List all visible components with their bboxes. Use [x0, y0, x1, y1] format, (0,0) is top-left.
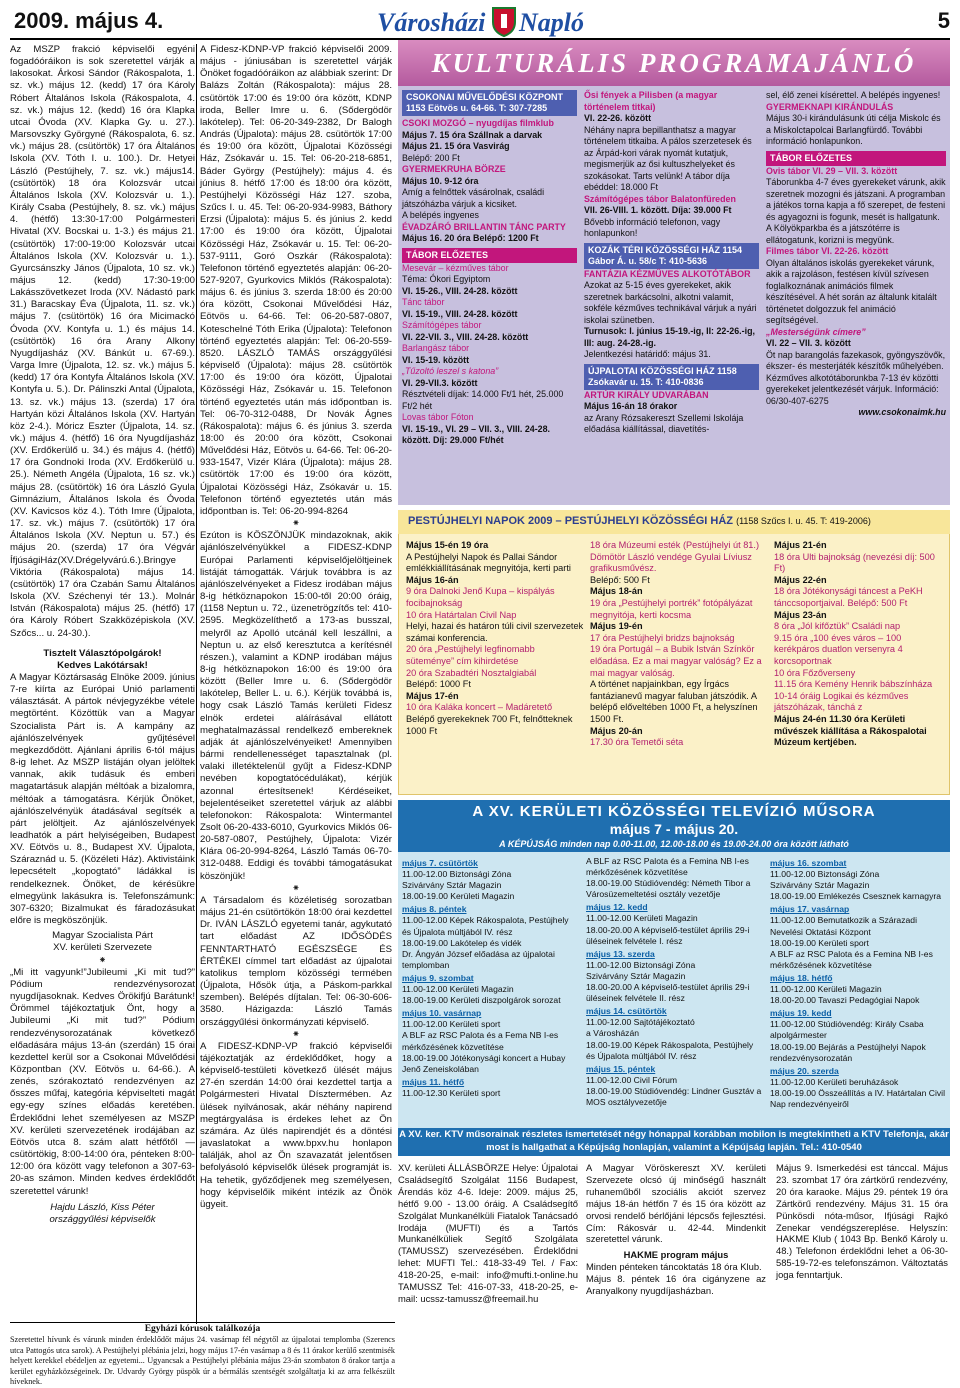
pilis-camp-title: Ősi fények a Pilisben (a magyar történelem titkai): [584, 90, 718, 112]
program-line: 10 óra Kaláka koncert – Madáretető: [406, 702, 553, 713]
tv-program-entry: 11.00-12.00 Kerületi beruházások: [770, 1076, 899, 1087]
newspaper-logo: [375, 4, 605, 38]
tv-day-heading: május 14. csütörtök: [586, 1006, 667, 1017]
program-col-3: [766, 90, 946, 502]
film-club-price: Belépő: 200 Ft: [402, 152, 460, 163]
crafts-camp-title: „Mesterségünk címere”: [766, 326, 866, 337]
tv-day-heading: május 19. kedd: [770, 1008, 832, 1019]
fidesz-office-hours: A Fidesz-KDNP-VP frakció képviselői 2009. május - júniusában is szeretettel várják Önöket fogadóóráikon az alábbiak szerint: Dr Balázs Zoltán (Rákospalota): május 28. csütörtök 17:00 és 19:00 óra között, KDNP iroda, Beller Imre u. 6. (Sődergödör lakótelep). Tel: 06-20-349-2382, Dr Balogh András (Újpalota): május 28. csütörtök 17:00 és 19:00 óra között, Újpalotai Közösségi Ház, Zsókavár u. 15. Tel: 06-20-218-6851, Báder György (Pestújhely): május 4. és június 8. hétfő 17:00 és 18:00 óra között, Pestújhelyi Közösségi Ház 127. szoba, Szűcs I. u. 45. Tel: 06-20-934-9983, Báthory Erzsi (Újpalota): május 5. és június 2. kedd 17:00 és 19:00 óra között, Újpalotai Közösségi Ház, Zsókavár u. 15. Tel: 06-20-537-9111, Goró Oszkár (Rákospalota): Telefonon történő egyeztetés alapján: 06-20-527-9207, Gyurkovics Miklós (Rákospalota): május 6. és június 3. szerda 18:00 és 20:00 óra között, Csokonai Művelődési Ház, Eötvös u. 64-66. Tel: 06-20-587-0807, Koteschelné Tóth Erika (Újpalota): Telefonon történő egyeztetés alapján: Tel: 06-20-559-8520. LÁSZLÓ TAMÁS országgyűlési képviselő (Újpalota): május 28. csütörtök 17:00 és 19:00 óra között, Újpalotai Közösségi Ház, Zsókavár u. 15. Telefonon történő egyeztetés után más időpontban is. Tel: 06-70-312-0488, Dr Novák Ágnes (Rákospalota): május 6. és június 3. szerda 18:00 és 20:00 óra között, Csokonai Művelődési Ház, Eötvös u. 64-66. Tel: 06-20-933-1547, Vizér Klára (Újpalota): május 28. csütörtök 17:00 és 19:00 óra között, Újpalotai Közösségi Ház, Zsókavár u. 15. Telefonon történő egyeztetés után más időpontban is. Tel: 06-20-994-8264: [200, 44, 392, 517]
camp-preview-box: TÁBOR ELŐZETES: [402, 248, 577, 263]
napok-col-1: [406, 540, 584, 792]
arthur-text: az Arany Rózsakereszt Szellemi Iskolája előadása kiállítással, diavetítés-: [584, 412, 744, 434]
tv-program-entry: 11.00-12.00 Kerületi sport: [402, 1019, 501, 1030]
mszp-signature-2: XV. kerületi Szervezete: [53, 942, 152, 954]
kozak-box: KOZÁK TÉRI KÖZÖSSÉGI HÁZ 1154 Gábor Á. u. 58/c T: 410-5636: [584, 243, 759, 269]
tv-program-entry: 18.00-19.00 Kerületi sport: [770, 937, 869, 948]
arthur-date: Május 16-án 18 órakor: [584, 401, 678, 411]
tv-program-entry: 18.00-19.00 Emlékezés Csesznek karnagyra: [770, 891, 942, 902]
camp-1-title: Mesevár – kézműves tábor: [402, 262, 509, 273]
pestujhelyi-napok-title-row: [408, 515, 948, 527]
pilis-camp-text: Néhány napra bepillanthatsz a magyar történelem titkaiba. A pálos szerzetesek és az Árpád-kori várak nyomát kutatjuk, megismerjük az ősi kultuszhelyeket és szokásokat. Tarts velünk! A tábor díja ebéddel: 18.000 Ft: [584, 124, 752, 192]
arthur-text-cont: sel, élő zenei kísérettel. A belépés ingyenes!: [766, 90, 941, 100]
crafts-camp-dates: VI. 22 – VII. 3. között: [766, 338, 851, 348]
napok-col-3: [774, 540, 946, 792]
cultural-program-title: KULTURÁLIS PROGRAMAJÁNLÓ: [431, 48, 917, 78]
tv-day-heading: május 10. vasárnap: [402, 1008, 482, 1019]
tv-program-entry: 18.00-19.00 Stúdióvendég: Lindner Gusztáv a MOS osztályvezetője: [586, 1085, 762, 1107]
tv-program-entry: 18.00-19.00 Bejárás a Pestújhelyi Napok rendezvénysorozatán: [770, 1041, 926, 1063]
tv-program-entry: A BLF az RSC Palota és a Fema NB I-es mérkőzésének közvetítése: [402, 1030, 559, 1052]
clothes-fair-free: A belépés ingyenes: [402, 210, 479, 220]
tv-day-heading: május 16. szombat: [770, 858, 847, 868]
tv-program-entry: 11.00-12.00 Civil Fórum: [586, 1074, 678, 1085]
tv-day-heading: május 20. szerda: [770, 1065, 839, 1076]
tv-program-entry: 11.00-12.00 Kerületi Magazin: [402, 984, 514, 995]
page-number: 5: [937, 8, 950, 33]
tv-program-entry: 11.00-12.00 Stúdióvendég: Király Csaba alpolgármester: [770, 1019, 924, 1041]
tv-col-1: [402, 856, 580, 1126]
issue-date: 2009. május 4.: [14, 8, 164, 33]
separator-star: ⁕: [291, 882, 301, 894]
tv-program-entry: 18.00-20.00 A képviselő-testület április 29-i üléseinek felvétele I. rész: [586, 924, 750, 946]
program-line: 18 óra Múzeumi esték (Pestújhelyi út 81.) Dömötör László vendége Gyulai Líviusz grafikusművész.: [590, 540, 760, 574]
clothes-fair-date: Május 10. 9-12 óra: [402, 175, 479, 186]
separator-star: ⁕: [291, 1028, 301, 1040]
greeting-title: Tisztelt Választópolgárok!: [43, 647, 162, 659]
mszp-election-text: A Magyar Köztársaság Elnöke 2009. június 7-re kiírta az Európai Unió parlamenti választását. A pártok névjegyzékbe vétele megtörtént. Közöttük van a Magyar Szocialista Párt is. A kampány az ajánlószelvények gyűjtésével megkezdődött. Ajánlani április 6-tól május 8-ig lehet. Az MSZP listáján olyan jelöltek vannak, akik tudásuk és emberi magatartásuk alapján méltóak a bizalomra, méltóak a támogatásra. Kérjük Önöket, ajánlószelvényük átadásával segítsék a párt jelöltjeit. Az ajánlószelvények leadhatók a párt helyiségeiben, Budapest XV. Eötvös u. 8., Budapest XV. Újpalota, Száraznád u. 5. (Közéleti Ház). Aktivistáink lepecsételt „kopogtató” ládákkal is rendelkeznek. Önöket, de kérésükre elmegyünk lakásukra is. Telefonszámunk: 307-6320; Bizalmukat és fáradozásukat előre is megköszönjük.: [10, 671, 195, 927]
camp-3-dates: VI. 22-VII. 3., VIII. 24-28. között: [402, 331, 529, 342]
tv-col-3: [770, 856, 946, 1126]
tv-program-entry: 18.00-19.00 Jótékonysági koncert a Hubay Jenő Zeneiskolában: [402, 1052, 566, 1074]
tv-program-entry: Szivárvány Sztár Magazin: [402, 880, 502, 891]
camp-6-dates: VI. 15-19., VI. 29 – VII. 3., VIII. 24-28. között. Díj: 29.000 Ft/hét: [402, 423, 550, 445]
program-line: A Pestújhelyi Napok és Pallai Sándor emlékkiállításának megnyitója, kerti parti: [406, 551, 571, 574]
program-line: Helyi, hazai és határon túli civil szervezetek számai konferencia.: [406, 621, 584, 643]
camp-preview-box-2: TÁBOR ELŐZETES: [766, 151, 946, 166]
fantasy-camp-deadline: Jelentkezési határidő: május 31.: [584, 349, 711, 359]
tv-day-heading: május 11. hétfő: [402, 1076, 465, 1087]
program-line: 20 óra „Pestújhelyi legfinomabb süteménye” cím kihirdetése: [406, 644, 535, 666]
tv-program-entry: 11.00-12.00 Kerületi Magazin: [586, 913, 698, 924]
program-line: Május 24-én 11.30 óra Kerületi művészek kiállítása a Rákospalotai Múzeum kertjében.: [774, 713, 927, 748]
cultural-program-banner: [398, 40, 950, 86]
program-line: 10 óra Főzőverseny: [774, 667, 856, 678]
program-line: 11.15 óra Kemény Henrik bábszínháza: [774, 679, 933, 690]
hakme-program: Május 9. Ismerkedési est tánccal. Május 23. szombat 17 óra zártkörű rendezvény, 20 óra karaoke. Május 29. péntek 19 óra Zártkörű rendezvény. Május 31. 15 óra Pünkösdi nóta-műsor, Ifjúsági Rajkó Zenekar vendégszereplése. Helyszín: HAKME Klub ( 1043 Bp. Benkő Károly u. 48.) Telefonon érdeklődni lehet a 06-30-585-19-72-es telefonszámon. Változtatás joga fenntartjuk.: [776, 1162, 948, 1281]
jubilee-signature-2: országgyűlési képviselők: [49, 1213, 156, 1225]
camp-5-fees: Résztvételi díjak: 14.000 Ft/1 hét, 25.000 Ft/2 hét: [402, 389, 564, 411]
dance-party-title: ÉVADZÁRÓ BRILLANTIN TÁNC PARTY: [402, 221, 566, 232]
choir-meeting-text: Szeretettel hívunk és várunk minden érdeklődőt május 24. vasárnap fél négytől az újpalotai templomba (Szerencs utca Pattogós utca sarok). A Pestújhelyi plébánia jelzi, hogy május 17-én vasárnap a 8 és 11 órakor kerülő szentmisék helyett kerekkel ebédeljen az egyetemi... Ugyancsak a Pestújhelyi plébánia május 23-án szombaton 8 órakor tartja a kerület egyházközségeinek. Dr. Udvardy György püspök úr a bérmálás szentségét szolgáltatja ki az arra felkészült híveknek.: [10, 1335, 395, 1387]
csokonai-box: CSOKONAI MŰVELŐDÉSI KÖZPONT 1153 Eötvös u. 64-66. T: 307-7285: [402, 90, 577, 116]
fidesz-thanks: Ezúton is KÖSZÖNJÜK mindazoknak, akik ajánlószelvényükkel a FIDESZ-KDNP Európai Parlamenti képviselőjelöltjeinek listáját támogatták. Várjuk továbbra is az ajánlószelvényeket a Fidesz irodában május 8-ig hétköznapokon 15:00-től 20:00 óráig, (1158 Neptun u. 72., üzenetrögzítős tel: 410-2595. Megközelíthető a 173-as busszal, melyről az Apolló utcánál kell leszállni, a Neptun u. az első keresztutca a kerítésnél részen.), valamint a KDNP irodában május 8-ig hétköznapokon 16:00 és 19:00 óra között (Beller Imre u. 6. (Sődergödör lakótelep, Beller L. u. 6.). Kérjük továbbá is, hogy csak László Tamás kerületi Fidesz elnök erdetei aláírásával ellátott meghatalmazással rendelkező embereknek adják át ajánlószelvényeiket! Amennyiben bármi rendellenességet tapasztalnak (pl. valaki illetéktelenül gyűjt a Fidesz-KDNP nevében kopogtatócédulákat), kérjük azonnal értesítsenek! Kérdéseiket, bejelentéseiket szeretettel várjuk az alábbi telefonokon: Rákospalota: Wintermantel Zsolt 06-20-433-6010, Gyurkovics Miklós 06-20-587-0807, Pestújhely, Újpalota: Vizér Klára 06-20-994-8264, László Tamás 06-70-312-0488. Eddigi és további támogatásukat köszönjük!: [200, 530, 392, 882]
program-line: Belépő: 500 Ft: [590, 574, 650, 585]
camp-4-dates: VI. 15-19. között: [402, 354, 470, 365]
program-line: Május 23-án: [774, 609, 827, 620]
tv-program-entry: 18.00-19.00 Összeállítás a IV. Határtalan Civil Nap rendezvényeiről: [770, 1087, 945, 1109]
program-line: 17.30 óra Temetői séta: [590, 737, 684, 748]
council-meeting-text: A FIDESZ-KDNP-VP frakció képviselői tájékoztatják az érdeklődőket, hogy a képviselő-testületi következő ülését május 27-én szerdán 14:00 órai kezdettel tartja a Polgármesteri Hivatal Dísztermében. Az ülések nyilvánosak, akár néhány napirend megtárgyalása is érdekes lehet az Ön számára. Az ülés napirendjét és a döntési javaslatokat a www.bpxv.hu honlapon találják, ahol az Ön szavazatát jelentősen befolyásoló képviselők ülések programját is. Ha tehetik, győződjenek meg személyesen, hogy képviselőik miként intézik az Önök ügyeit.: [200, 1040, 392, 1210]
tv-program-entry: 11.00-12.30 Kerületi sport: [402, 1087, 501, 1098]
program-line: 20 óra Szabadtéri Nosztalgiabál: [406, 667, 537, 678]
separator-star: ⁕: [98, 954, 107, 966]
film-club-title: CSOKI MOZGÓ – nyugdíjas filmklub: [402, 118, 554, 128]
program-line: Május 20-án: [590, 725, 643, 736]
website-link[interactable]: www.csokonaimk.hu: [858, 407, 946, 417]
fidesz-column: [200, 44, 392, 1330]
tv-program-entry: 18.00-19.00 Kerületi Magazin: [402, 891, 515, 902]
tv-program-entry: 11.00-12.00 Kerületi Magazin: [770, 984, 882, 995]
hakme-dance: Minden pénteken táncoktatás 18 óra Klub.: [586, 1261, 762, 1273]
tv-program-entry: 11.00-12.00 Képek Rákospalota, Pestújhely és Újpalota múltjából IV. rész: [402, 915, 569, 937]
greeting-subtitle: Kedves Lakótársak!: [57, 659, 148, 671]
tv-day-heading: május 9. szombat: [402, 972, 474, 983]
clothes-fair-title: GYERMEKRUHA BÖRZE: [402, 164, 506, 174]
kids-camp-text: Táborunkba 4-7 éves gyerekeket várunk, akik szeretnek mozogni és játszani. A programban a játékos torna kapja a fő szerepet, de festeni és agyagozni is fogunk, mesét is hallgatunk. A Kölyökparkba és a játszótérre is ellátogatunk, korizni is megyünk.: [766, 177, 946, 245]
pestujhelyi-napok-address: (1158 Szűcs I. u. 45. T: 419-2006): [736, 516, 871, 526]
tv-day-heading: május 18. hétfő: [770, 972, 833, 983]
tv-program-entry: 11.00-12.00 Biztonsági Zóna: [586, 959, 696, 970]
program-line: 10-14 óráig Logikai és kézműves játszóházak, tánchá z: [774, 690, 909, 713]
ujpalota-box: ÚJPALOTAI KÖZÖSSÉGI HÁZ 1158 Zsókavár u. 15. T: 410-0836: [584, 364, 759, 390]
job-fair-notice: XV. kerületi ÁLLÁSBÖRZE Helye: Újpalotai Családsegítő Szolgálat 1156 Budapest, Árendás köz 4-6. Ideje: 2009. május 25, hétfő 9.00 - 13.00 óráig. A Családsegítő Szolgálat Munkanélküli Fiatalok Tanácsadó Irodája (MUFTI) és a Tartós Munkanélküliek Segítő Szolgálata (TAMUSSZ) szervezésében. Érdeklődni lehet: MUFTI Tel.: 418-33-49 Tel. / Fax: 418-20-25, e-mail: info@mufti.t-online.hu TAMUSSZ Tel: 416-07-33, 418-20-25, e-mail: ucssz-tamussz@freemail.hu: [398, 1162, 578, 1304]
program-line: 9.15 óra „100 éves város – 100 kerékpáros duatlon versenyra 4 korcsoportnak: [774, 632, 903, 666]
film-camp-title: Filmes tábor VI. 22-26. között: [766, 246, 889, 256]
hakme-gypsy-music: Május 8. péntek 16 óra cigányzene az Aranyalkony nyugdíjasházban.: [586, 1273, 766, 1297]
tv-col-2: [586, 856, 764, 1126]
camp-6-title: Lovas tábor Fóton: [402, 412, 474, 422]
program-line: 8 óra „Jól kifőztük” Családi nap: [774, 621, 901, 632]
program-line: 17 óra Pestújhelyi bridzs bajnokság: [590, 632, 735, 643]
program-line: Május 17-én: [406, 690, 459, 701]
svg-text:Napló: Napló: [519, 8, 584, 37]
tv-program-entry: 18.00-19.00 Stúdióvendég: Németh Tibor a Városüzemeltetési osztály vezetője: [586, 878, 751, 900]
program-line: 10 óra Határtalan Civil Nap: [406, 609, 517, 620]
hakme-title: HAKME program május: [623, 1249, 729, 1261]
tv-day-heading: május 17. vasárnap: [770, 904, 850, 915]
program-line: Május 15-én 19 óra: [406, 540, 489, 550]
kids-camp-title: Ovis tábor VI. 29 – VII. 3. között: [766, 165, 898, 176]
camp-2-dates: VI. 15-19., VIII. 24-28. között: [402, 308, 518, 319]
tv-program-entry: 18.00-19.00 Lakótelep és vidék: [402, 937, 522, 948]
arthur-title: ARTÚR KIRÁLY UDVARÁBAN: [584, 389, 709, 400]
film-club-date-2: Május 21. 15 óra Vasvirág: [402, 141, 510, 151]
computer-camp-title: Számítógépes tábor Balatonfüreden: [584, 193, 736, 204]
jubilee-text: „Mi itt vagyunk!”Jubileumi „Ki mit tud?” Pódium rendezvénysorozat nyugdíjasoknak. Kedves Örökifjú Barátunk! Örömmel tájékoztatjuk Önt, hogy a Jubileumi „Ki mit tud?” Pódium rendezvénysorozatának következő előadására május 13-án (szerdán) 15 órai kezdettel kerül sor a Csokonai Művelődési Központban (XV. Eötvös u. 64-66.). A zenés, szórakoztató rendezvényen az ősszes műfaj, kategória képviselteti magát egy-egy színes előadás keretében. Érdeklődni lehet személyesen az MSZP XV. kerületi szervezetének irodájában az Eötvös utca 8. szám alatt hétfőtől — csütörtökig, 8:00-14:00 óra, pénteken 8:00-12:00 óra között vagy telefonon a 307-63-20-as számon. Minden kedves érdeklődőt szeretettel várunk!: [10, 966, 195, 1197]
camp-2-title: Tánc tábor: [402, 297, 445, 307]
choir-meeting-title: Egyházi kórusok találkozója: [144, 1324, 261, 1334]
camp-3-title: Számítógépes tábor: [402, 320, 482, 330]
tv-program-entry: 11.00-12.00 Biztonsági Zóna: [402, 869, 512, 880]
footer-rule: [10, 1322, 395, 1323]
film-club-date-1: Május 7. 15 óra Szállnak a darvak: [402, 129, 543, 140]
pilis-camp-dates: VI. 22-26. között: [584, 113, 652, 123]
camp-4-title: Barlangász tábor: [402, 343, 470, 353]
camp-1-theme: Téma: Ókori Egyiptom: [402, 274, 491, 284]
tv-program-entry: 11.00-12.00 Biztonsági Zóna: [770, 869, 880, 880]
tv-program-entry: 18.00-19.00 Kerületi diszpolgárok sorozat: [402, 995, 561, 1006]
tv-program-entry: 18.00-19.00 Képek Rákospalota, Pestújhely és Újpalota múltjából IV. rész: [586, 1039, 754, 1061]
program-col-1: [402, 90, 577, 502]
fantasy-camp-text: Azokat az 5-15 éves gyerekeket, akik szeretnek barkácsolni, alkotni valamit, sokféle kézműves technikával várjuk a nyári iskolai szünetben.: [584, 280, 757, 325]
childrens-day-text: Május 30-i kirándulásunk úti célja Miskolc és a Miskolctapolcai Barlangfürdő. További információ honlapunkon.: [766, 113, 941, 146]
tv-day-heading: május 15. péntek: [586, 1063, 656, 1074]
program-col-2: [584, 90, 759, 502]
childrens-day-title: GYERMEKNAPI KIRÁNDULÁS: [766, 101, 894, 112]
crafts-camp-text: Öt nap barangolás fazekasok, gyöngyszövők, ékszer- és mesterjáték készítők műhelyében. Kézműves alkotótáborunkba 7-13 év közötti gyerekeket jelentkezését várjuk. Információ: 06/30-407-6275: [766, 349, 946, 406]
pestujhelyi-napok-title: PESTÚJHELYI NAPOK 2009 – PESTÚJHELYI KÖZÖSSÉGI HÁZ: [408, 515, 734, 527]
computer-camp-info: Bővebb információ telefonon, vagy honlapunkon!: [584, 216, 721, 238]
separator-star: ⁕: [291, 518, 301, 530]
program-line: Belépő: 1000 Ft: [406, 679, 471, 690]
tv-program-entry: A BLF az RSC Palota és a Femina NB I-es mérkőzésének közvetítése: [770, 948, 933, 970]
program-line: Május 18-án: [590, 586, 643, 597]
program-line: Május 21-én: [774, 540, 827, 550]
program-line: 19 óra „Pestújhelyi portrék” fotópályázat megnyitója, kerti kocsma: [590, 597, 753, 620]
program-line: 18 óra Jótékonysági táncest a PeKH tánccsoportjaival. Belépő: 500 Ft: [774, 586, 923, 608]
program-line: Május 22-én: [774, 574, 827, 585]
tv-program-entry: 11.00-12.00 Bemutatkozik a Szárazadi Nevelési Oktatási Központ: [770, 915, 917, 937]
tv-program-entry: a Városházán: [586, 1028, 640, 1039]
jubilee-signature-1: Hajdu László, Kiss Péter: [50, 1201, 155, 1213]
camp-1-dates: VI. 15-26., VIII. 24-28. között: [402, 285, 518, 296]
mszp-column: [10, 44, 195, 1334]
program-line: 18 óra Ulti bajnokság (nevezési díj: 500 Ft): [774, 551, 935, 574]
tv-day-heading: május 13. szerda: [586, 948, 655, 959]
tv-program-entry: 11.00-12.00 Sajtótájékoztató: [586, 1017, 695, 1028]
tv-program-entry: Dr. Ángyán József előadása az újpalotai templomban: [402, 948, 555, 970]
dance-party-date: Május 16. 20 óra Belépő: 1200 Ft: [402, 233, 539, 243]
tv-footer: A XV. ker. KTV műsorainak részletes ismertetését négy hónappal korábban mobilon is megtekintheti a KTV Telefonja, akár most is hallgathat a Képújság honlapján, valamint a Képújság lapján. Tel.: 410-0540: [398, 1128, 950, 1156]
fantasy-camp-title: FANTÁZIA KÉZMŰVES ALKOTÓTÁBOR: [584, 268, 751, 279]
lecture-announcement: A Társadalom és közéletiség sorozatban május 21-én csütörtökön 18:00 órai kezdettel Dr. IVÁN LÁSZLÓ egyetemi tanár, agykutató tart előadást AZ IDŐSÖDÉS FENNTARTHATÓ EGÉSZSÉGE ÉS ÉRTÉKEI címmel tart előadást az újpalotai katolikus templom közösségi termében (Újpalota, Hősök útja, a Páskom-parkkal szemben). Belépés díjtalan. Tel: 06-30-606-3580. Házigazda: László Tamás országgyűlési önkormányzati képviselő.: [200, 894, 392, 1028]
tv-program-entry: A BLF az RSC Palota és a Femina NB I-es mérkőzésének közvetítése: [586, 856, 749, 878]
tv-program-entry: Szivárvány Sztár Magazin: [586, 970, 686, 981]
tv-day-heading: május 8. péntek: [402, 904, 467, 915]
program-line: A történet napjainkban, egy Írgács fantázianevű magyar faluban játszódik. A belépő előveltében 1000 Ft, a helyszínen 1500 Ft.: [590, 679, 758, 724]
program-line: Belépő gyerekeknek 700 Ft, felnőtteknek 1000 Ft: [406, 713, 573, 736]
mszp-signature-1: Magyar Szocialista Párt: [52, 930, 153, 942]
tv-title: A XV. KERÜLETI KÖZÖSSÉGI TELEVÍZIÓ MŰSORA: [472, 803, 876, 820]
tv-program-entry: 18.00-20.00 Tavaszi Pedagógiai Napok: [770, 995, 920, 1006]
program-line: 9 óra Dalnoki Jenő Kupa – kispályás focibajnokság: [406, 586, 555, 608]
tv-kepujsag-note: A KÉPÚJSÁG minden nap 0.00-11.00, 12.00-18.00 és 19.00-24.00 óra között látható: [499, 839, 849, 849]
program-line: Május 19-én: [590, 621, 643, 632]
red-cross-notice: A Magyar Vöröskereszt XV. kerületi Szervezete olcsó új minőségű használt ruhaneműből szociális akciót szervez május 18-án hétfőn 7 és 15 óra között az orvosi rendelő bérlőjáni lépcsős fejlesztési. Cím: Rákosvár u. 42-44. Mindenkit szeretettel várunk.: [586, 1162, 766, 1245]
film-camp-text: Olyan általános iskolás gyerekeket várunk, akik a rajzoláson, festésen kívül szívesen foglalkoznának animációs filmek készítésével. A hét során az általunk kitalált történetet dolgozzuk fel animáció segítségével.: [766, 257, 937, 325]
camp-5-title: „Tűzoltó leszel s katona”: [402, 366, 499, 376]
camp-5-dates: VI. 29-VII.3. között: [402, 377, 478, 388]
tv-date-range: május 7 - május 20.: [609, 821, 739, 837]
tv-day-heading: május 12. kedd: [586, 902, 648, 913]
tv-program-entry: 18.00-20.00 A képviselő-testület április 29-i üléseinek felvétele II. rész: [586, 982, 750, 1004]
fantasy-camp-turns: Turnusok: I. június 15-19.-ig, II: 22-26.-ig, III: aug. 24-28.-ig.: [584, 326, 755, 348]
mszp-office-hours: Az MSZP frakció képviselői egyéni fogadóóráikon is sok szeretettel várják a lakosokat. Árkosi Sándor (Rákospalota, 1. sz. vk.) május 12. (kedd) 17 óra Károly Róbert Általános Iskola (Rákospalota, 4. sz. vk.) május 12. (kedd) 16 óra Klapka utcai Óvoda (XV. Klapka Gy. u. 27.). Marsovszky Györgyné (Rákospalota, 6. sz. vk.) május 28. (csütörtök) 17 óra Általános Iskola (XV. Tóth I. u. 100.). Dr. Hetyei László (Pestújhely, 7. sz. vk.) május14. (csütörtök) 18 óra Kolozsvár utcai Általános Iskola (XV. Kolozsvár u. 1.). Király Csaba (Pestújhely, 8. sz. vk.) május 4. (hétfő) 13:30-17:00 Polgármesteri Hivatal (XV. Bocskai u. 1-3.) és május 21. (csütörtök) 17:00-19:00 Kolozsvár utcai Általános Iskola (XV. Kolozsvár u. 1.). Gyurcsánszky János (Újpalota, 10 sz. vk.) május 12. (kedd) 17:30-19:00 Lakásszövetkezet Iroda (XV. Nádastó park 31.) Baracskay Éva (Újpalota, 11. sz. vk.) május 7. (csütörtök) 16 óra Micimackó Óvoda (XV. Kontyfa u. 1.) és május 14. (csütörtök) 16 óra Arany Alkony Nyugdíjasház (XV. Bánkút u. 67-69.). Varga Imre (Újpalota, 12. sz. vk.) május 5. (kedd) 17 óra Kontyfa Általános Iskola (XV. Kontyfa u. 5.). Dr. Pálinszki Antal (Újpalota, 13. sz. vk.) május 13. (szerda) 17 óra Hartyán közi Általános Iskola (XV. Hartyán köz 2-4.). Móricz Eszter (Újpalota, 14. sz. vk.) május 4. (hétfő) 16 óra Nyugdíjasház (XV. Erdőkerülő u. 34.) és május 4. (hétfő) 17 óra Gondnoki Iroda (XV. Erdőkerülő u. 25.). Németh Angéla (Újpalota, 16 sz. vk.) május 28. (csütörtök) 16 óra László Gyula Gimnázium, Általános Iskola és Óvoda (XV. Kavicsos köz 4.). Tóth Imre (Újpalota, 17. sz. vk.) május 7. (csütörtök) 17 óra Általános Iskola (XV. Neptun u. 57.) és május 20. (szerda) 17 óra Végvár ÍfjúságiHáz(XV.Drégelyvárú.6.).Bringye Viktória (Rákospalota) május 14. (csütörtök) 17 óra Czabán Samu Általános Iskola (XV. Széchenyi tér 13.). Molnár István (Rákospalota) május 25. (hétfő) 17 óra Károly Róbert Szakközépiskola (XV. Szőcs... u. 24-30.).: [10, 44, 195, 639]
program-line: Május 16-án: [406, 574, 459, 585]
napok-col-2: [590, 540, 768, 792]
clothes-fair-text: Amíg a felnőttek vásárolnak, családi játszóházba várjuk a kicsiket.: [402, 187, 545, 209]
column-divider: [196, 44, 197, 1324]
computer-camp-dates: VII. 26-VIII. 1. között. Díja: 39.000 Ft: [584, 205, 732, 215]
tv-day-heading: május 7. csütörtök: [402, 858, 478, 868]
newspaper-logo-graphic: [375, 4, 605, 38]
svg-text:Városházi: Városházi: [377, 8, 486, 37]
program-line: 19 óra Portugál – a Bubik István Színkör előadása. Ez a mai magyar valóság? Ez a mai magyar valóság.: [590, 644, 762, 678]
tv-program-entry: Szivárvány Sztár Magazin: [770, 880, 870, 891]
red-cross-column: [586, 1162, 766, 1332]
